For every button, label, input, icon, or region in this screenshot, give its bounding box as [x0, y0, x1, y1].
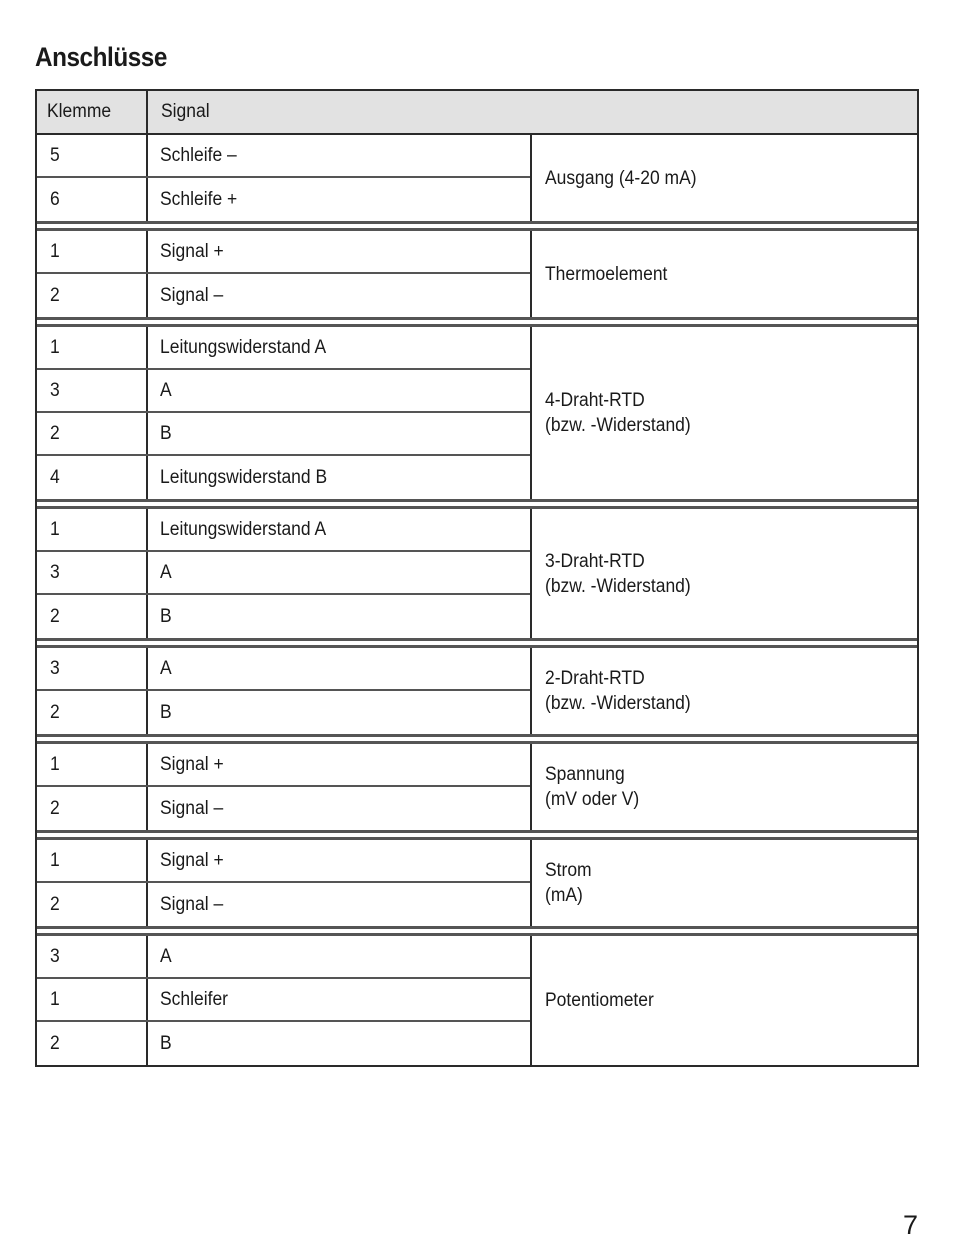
klemme-cell: 6	[37, 178, 148, 221]
table-row	[37, 178, 530, 221]
table-row	[37, 648, 530, 691]
group-rows	[37, 840, 532, 926]
group-separator	[37, 317, 917, 327]
header-signal: Signal	[161, 101, 210, 122]
description-cell: Potentiometer	[545, 990, 654, 1011]
description-cell: Spannung (mV oder V)	[545, 764, 640, 810]
table-group	[37, 509, 917, 638]
klemme-cell: 3	[37, 552, 148, 593]
table-group	[37, 840, 917, 926]
klemme-cell: 2	[37, 595, 148, 638]
table-row	[37, 883, 530, 926]
table-row	[37, 1022, 530, 1065]
signal-cell: Leitungswiderstand A	[160, 336, 327, 358]
klemme-cell: 1	[37, 231, 148, 272]
description-cell: 3-Draht-RTD (bzw. -Widerstand)	[545, 550, 691, 597]
table-group	[37, 936, 917, 1065]
table-header	[37, 91, 917, 135]
klemme-cell: 3	[37, 936, 148, 977]
group-separator	[37, 926, 917, 936]
signal-cell: Schleifer	[160, 988, 229, 1010]
klemme-cell: 3	[37, 370, 148, 411]
connections-table	[35, 89, 919, 1067]
signal-cell: A	[160, 379, 172, 401]
signal-cell: Leitungswiderstand B	[160, 466, 328, 488]
group-rows	[37, 135, 532, 221]
table-row	[37, 979, 530, 1022]
table-row	[37, 327, 530, 370]
table-row	[37, 413, 530, 456]
signal-cell: A	[160, 657, 172, 679]
signal-cell: Signal –	[160, 797, 224, 819]
klemme-cell: 5	[37, 135, 148, 176]
signal-cell: B	[160, 422, 172, 444]
table-row	[37, 552, 530, 595]
signal-cell: Signal –	[160, 893, 224, 915]
klemme-cell: 2	[37, 883, 148, 926]
group-rows	[37, 744, 532, 830]
signal-cell: Schleife +	[160, 188, 238, 210]
klemme-cell: 3	[37, 648, 148, 689]
table-row	[37, 787, 530, 830]
group-rows	[37, 509, 532, 638]
group-rows	[37, 936, 532, 1065]
description-cell: 4-Draht-RTD (bzw. -Widerstand)	[545, 390, 691, 436]
table-row	[37, 135, 530, 178]
signal-cell: A	[160, 945, 172, 967]
page-number: 7	[902, 1210, 918, 1240]
signal-cell: Signal +	[160, 240, 224, 262]
group-rows	[37, 231, 532, 317]
table-body	[37, 135, 917, 1065]
table-row	[37, 744, 530, 787]
klemme-cell: 2	[37, 691, 148, 734]
signal-cell: B	[160, 701, 172, 723]
table-group	[37, 135, 917, 221]
table-group	[37, 231, 917, 317]
klemme-cell: 4	[37, 456, 148, 499]
table-row	[37, 370, 530, 413]
klemme-cell: 1	[37, 327, 148, 368]
signal-cell: Signal +	[160, 753, 224, 775]
klemme-cell: 1	[37, 744, 148, 785]
klemme-cell: 2	[37, 1022, 148, 1065]
table-group	[37, 648, 917, 734]
klemme-cell: 2	[37, 787, 148, 830]
table-group	[37, 327, 917, 499]
table-row	[37, 509, 530, 552]
klemme-cell: 1	[37, 840, 148, 881]
group-separator	[37, 830, 917, 840]
group-separator	[37, 221, 917, 231]
page-title: Anschlüsse	[35, 42, 167, 72]
klemme-cell: 2	[37, 274, 148, 317]
group-separator	[37, 638, 917, 648]
table-row	[37, 456, 530, 499]
group-separator	[37, 499, 917, 509]
group-rows	[37, 327, 532, 499]
table-group	[37, 744, 917, 830]
signal-cell: Leitungswiderstand A	[160, 518, 327, 540]
table-row	[37, 595, 530, 638]
signal-cell: A	[160, 561, 172, 583]
table-row	[37, 231, 530, 274]
description-cell: 2-Draht-RTD (bzw. -Widerstand)	[545, 668, 691, 714]
klemme-cell: 1	[37, 979, 148, 1020]
klemme-cell: 1	[37, 509, 148, 550]
table-row	[37, 274, 530, 317]
signal-cell: Signal –	[160, 284, 224, 306]
signal-cell: B	[160, 605, 172, 627]
description-cell: Ausgang (4-20 mA)	[545, 167, 697, 189]
table-row	[37, 840, 530, 883]
signal-cell: Schleife –	[160, 144, 237, 166]
group-separator	[37, 734, 917, 744]
description-cell: Thermoelement	[545, 263, 668, 285]
table-row	[37, 691, 530, 734]
table-row	[37, 936, 530, 979]
description-cell: Strom (mA)	[545, 860, 592, 906]
header-klemme: Klemme	[37, 91, 148, 133]
group-rows	[37, 648, 532, 734]
klemme-cell: 2	[37, 413, 148, 454]
signal-cell: Signal +	[160, 849, 224, 871]
signal-cell: B	[160, 1032, 172, 1054]
